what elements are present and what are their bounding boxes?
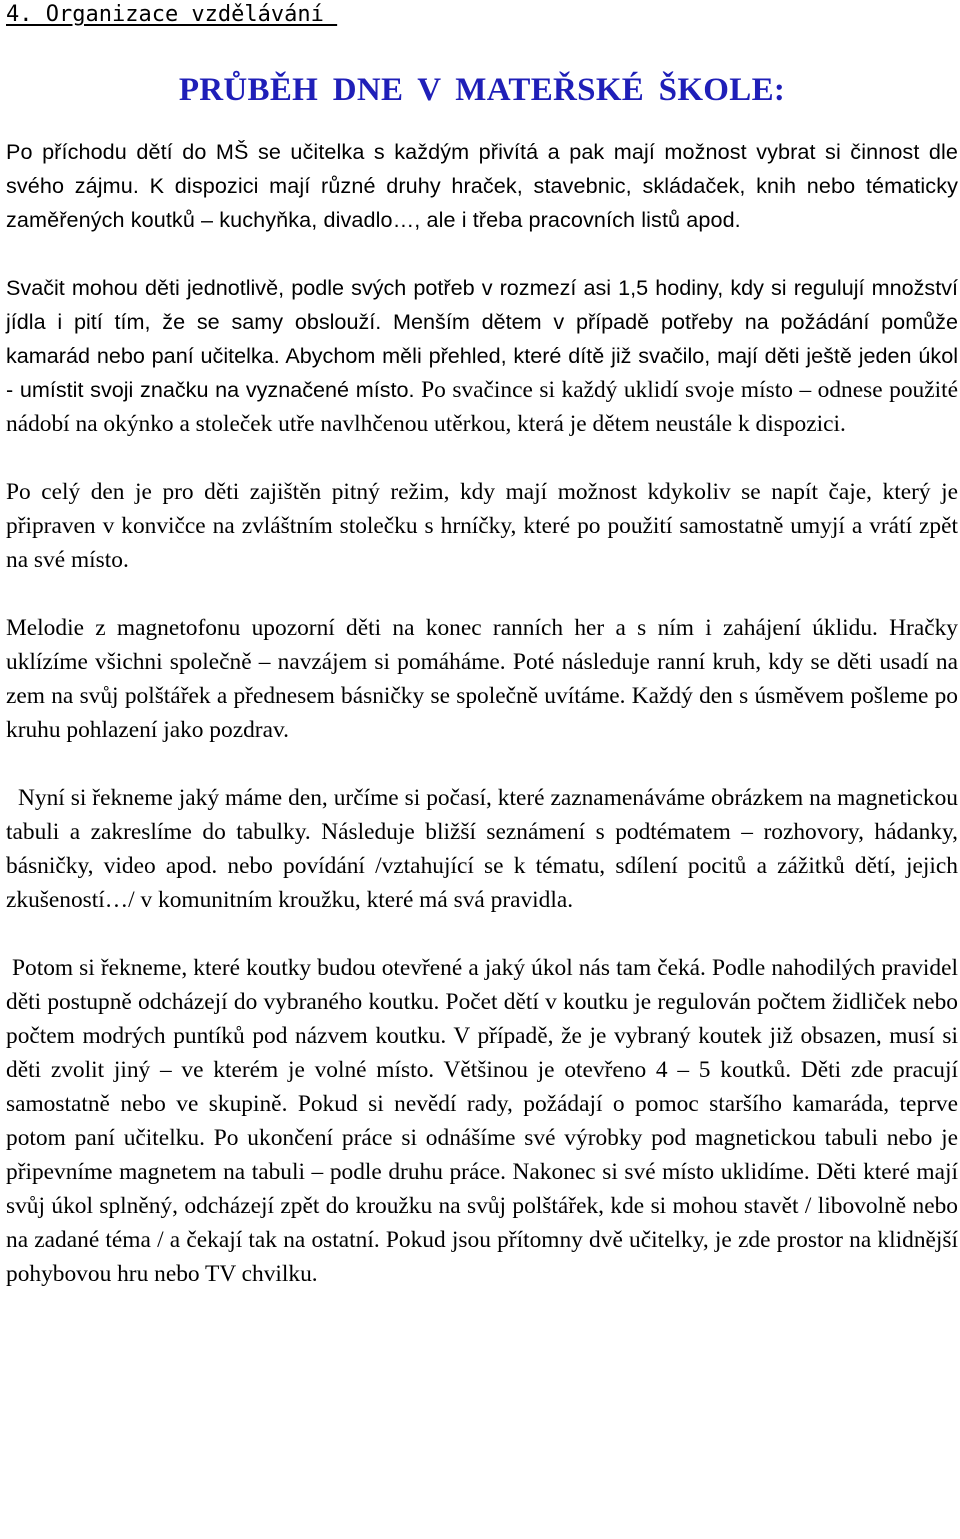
paragraph-day-topic: Nyní si řekneme jaký máme den, určíme si počasí, které zaznamenáváme obrázkem na magnetickou tabuli a zakreslíme do tabulky. Následuje bližší seznámení s podtématem – rozhovory, hádanky, básničky, video apod. nebo povídání /vztahující se k tématu, sdílení pocitů a zážitků dětí, jejich zkušeností…/ v komunitním kroužku, které má svá pravidla.	[6, 785, 958, 913]
paragraph-snack-part1: Svačit mohou děti jednotlivě, podle svých potřeb v rozmezí asi 1,5 hodiny, kdy si regulují množství jídla i pití tím, že se samy obslouží. Menším dětem v případě potřeby na požádání pomůže kamarád nebo paní učitelka. Abychom měli přehled, které dítě již svačilo, mají děti ještě jeden úkol - umístit svoji značku na vyznačené místo.	[6, 275, 958, 402]
paragraph-snack	[6, 271, 958, 441]
paragraph-snack-part2: Po svačince si každý uklidí svoje místo – odnese použité nádobí na okýnko a stoleček utře navlhčenou utěrkou, která je dětem neustále k dispozici.	[6, 377, 958, 437]
paragraph-corners: Potom si řekneme, které koutky budou otevřené a jaký úkol nás tam čeká. Podle nahodilých pravidel děti postupně odcházejí do vybraného koutku. Počet dětí v koutku je regulován počtem židliček nebo počtem modrých puntíků pod názvem koutku. V případě, že je vybraný koutek již obsazen, musí si děti zvolit jiný – ve kterém je volné místo. Většinou je otevřeno 4 – 5 koutků. Děti zde pracují samostatně nebo ve skupině. Pokud si nevědí rady, požádají o pomoc staršího kamaráda, teprve potom paní učitelku. Po ukončení práce si odnášíme své výrobky pod magnetickou tabuli nebo je připevníme magnetem na tabuli – podle druhu práce. Nakonec si své místo uklidíme. Děti které mají svůj úkol splněný, odcházejí zpět do kroužku na svůj polštářek, kde si mohou stavět / libovolně nebo na zadané téma / a čekají tak na ostatní. Pokud jsou přítomny dvě učitelky, je zde prostor na klidnější pohybovou hru nebo TV chvilku.	[6, 955, 958, 1287]
paragraph-arrival: Po příchodu dětí do MŠ se učitelka s každým přivítá a pak mají možnost vybrat si činnost dle svého zájmu. K dispozici mají různé druhy hraček, stavebnic, skládaček, knih nebo tématicky zaměřených koutků – kuchyňka, divadlo…, ale i třeba pracovních listů apod.	[6, 139, 958, 232]
paragraph-drinking: Po celý den je pro děti zajištěn pitný režim, kdy mají možnost kdykoliv se napít čaje, který je připraven v konvičce na zvláštním stolečku s hrníčky, které po použití samostatně umyjí a vrátí zpět na své místo.	[6, 479, 958, 573]
section-heading-text: 4. Organizace vzdělávání	[6, 2, 338, 27]
paragraph-morning-circle: Melodie z magnetofonu upozorní děti na konec ranních her a s ním i zahájení úklidu. Hračky uklízíme všichni společně – navzájem si pomáháme. Poté následuje ranní kruh, kdy se děti usadí na zem na svůj polštářek a přednesem básničky se společně uvítáme. Každý den s úsměvem pošleme po kruhu pohlazení jako pozdrav.	[6, 615, 958, 743]
section-heading	[6, 0, 958, 28]
page-title: PRŮBĚH DNE V MATEŘSKÉ ŠKOLE:	[178, 72, 786, 108]
